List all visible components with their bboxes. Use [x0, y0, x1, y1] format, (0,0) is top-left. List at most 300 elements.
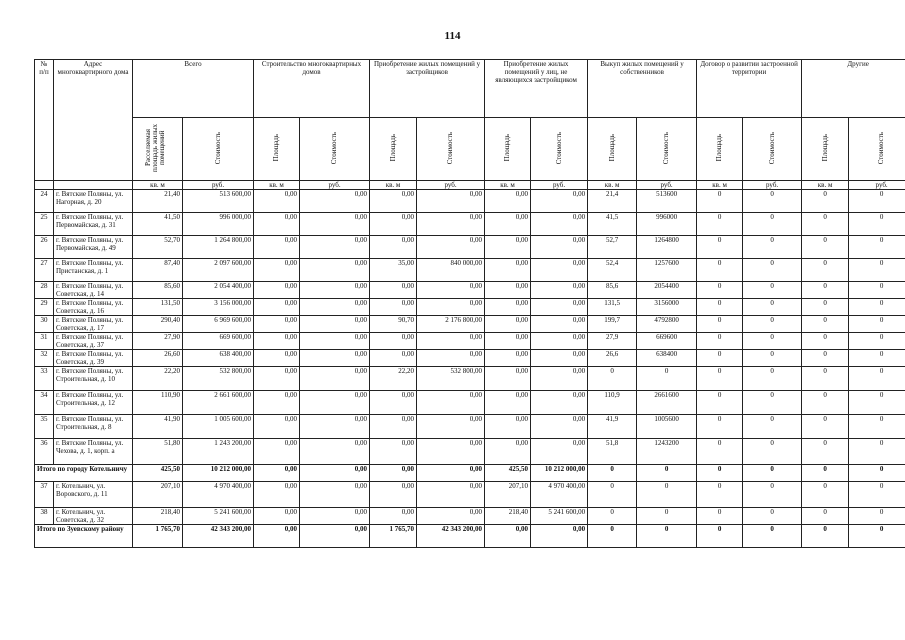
area-value: 0 [697, 213, 743, 236]
cost-value: 42 343 200,00 [417, 525, 485, 548]
header-purchase-non-developers: Приобретение жилых помещений у лиц, не являющихся застройщиком [485, 60, 588, 118]
area-value: 110,90 [133, 391, 183, 415]
row-number: 38 [35, 508, 54, 525]
area-value: 0 [802, 299, 849, 316]
cost-value: 2 054 400,00 [183, 282, 254, 299]
cost-value: 0 [849, 350, 905, 367]
area-value: 0 [802, 282, 849, 299]
cost-value: 513 600,00 [183, 190, 254, 213]
area-value: 0,00 [254, 465, 300, 482]
unit-cell: руб. [849, 181, 905, 190]
unit-cell: руб. [417, 181, 485, 190]
area-value: 0,00 [370, 465, 417, 482]
cost-value: 0,00 [531, 259, 588, 282]
area-value: 0,00 [370, 282, 417, 299]
cost-value: 0,00 [531, 190, 588, 213]
cost-value: 3156000 [637, 299, 697, 316]
cost-value: 0,00 [300, 391, 370, 415]
cost-value: 0,00 [300, 282, 370, 299]
cost-value: 0 [743, 525, 802, 548]
area-value: 0,00 [485, 333, 531, 350]
cost-value: 1 243 200,00 [183, 439, 254, 465]
row-number: 36 [35, 439, 54, 465]
area-value: 0 [697, 508, 743, 525]
area-value: 218,40 [133, 508, 183, 525]
row-address: г. Вятские Поляны, ул. Нагорная, д. 20 [54, 190, 133, 213]
cost-value: 0,00 [300, 316, 370, 333]
area-value: 52,4 [588, 259, 637, 282]
unit-cell: кв. м [485, 181, 531, 190]
cost-value: 0 [849, 439, 905, 465]
cost-value: 0,00 [300, 439, 370, 465]
cost-value: 532 800,00 [417, 367, 485, 391]
cost-value: 2 176 800,00 [417, 316, 485, 333]
cost-value: 0 [849, 415, 905, 439]
cost-value: 0,00 [531, 333, 588, 350]
area-value: 0,00 [370, 333, 417, 350]
cost-value: 0,00 [531, 391, 588, 415]
area-value: 0,00 [370, 213, 417, 236]
cost-value: 0 [849, 391, 905, 415]
area-value: 0 [802, 391, 849, 415]
area-value: 0,00 [370, 391, 417, 415]
table-row [35, 350, 905, 367]
area-value: 26,6 [588, 350, 637, 367]
area-value: 26,60 [133, 350, 183, 367]
area-value: 0,00 [485, 213, 531, 236]
cost-value: 0,00 [531, 282, 588, 299]
cost-value: 0,00 [417, 236, 485, 259]
cost-value: 0 [849, 213, 905, 236]
total-label: Итого по Зуевскому району [35, 525, 133, 548]
row-number: 34 [35, 391, 54, 415]
row-address: г. Вятские Поляны, ул. Советская, д. 16 [54, 299, 133, 316]
unit-cell: кв. м [802, 181, 849, 190]
area-value: 0,00 [254, 190, 300, 213]
resettlement-table [34, 59, 905, 548]
area-value: 0,00 [254, 482, 300, 508]
row-address: г. Вятские Поляны, ул. Чехова, д. 1, корп. а [54, 439, 133, 465]
cost-value: 0,00 [531, 213, 588, 236]
row-address: г. Вятские Поляны, ул. Строительная, д. 10 [54, 367, 133, 391]
area-value: 425,50 [133, 465, 183, 482]
cost-value: 0 [743, 236, 802, 259]
table-row [35, 316, 905, 333]
area-value: 0,00 [485, 299, 531, 316]
subheader-area: Площадь [370, 118, 417, 181]
row-number: 33 [35, 367, 54, 391]
area-value: 35,00 [370, 259, 417, 282]
units-row [35, 181, 905, 190]
cost-value: 0,00 [300, 482, 370, 508]
cost-value: 0 [637, 482, 697, 508]
cost-value: 5 241 600,00 [531, 508, 588, 525]
cost-value: 2661600 [637, 391, 697, 415]
cost-value: 0 [743, 316, 802, 333]
table-row [35, 415, 905, 439]
cost-value: 0,00 [300, 333, 370, 350]
area-value: 0,00 [485, 236, 531, 259]
subheader-cost: Стоимость [531, 118, 588, 181]
area-value: 0,00 [254, 213, 300, 236]
cost-value: 1 264 800,00 [183, 236, 254, 259]
subheader-cost: Стоимость [183, 118, 254, 181]
cost-value: 10 212 000,00 [183, 465, 254, 482]
row-number: 28 [35, 282, 54, 299]
row-number: 26 [35, 236, 54, 259]
area-value: 41,5 [588, 213, 637, 236]
cost-value: 0,00 [417, 299, 485, 316]
area-value: 51,80 [133, 439, 183, 465]
area-value: 0 [697, 525, 743, 548]
area-value: 0 [802, 236, 849, 259]
area-value: 0,00 [485, 525, 531, 548]
cost-value: 6 969 600,00 [183, 316, 254, 333]
cost-value: 840 000,00 [417, 259, 485, 282]
area-value: 0 [697, 236, 743, 259]
cost-value: 1 005 600,00 [183, 415, 254, 439]
area-value: 0,00 [370, 439, 417, 465]
unit-cell: руб. [183, 181, 254, 190]
area-value: 21,4 [588, 190, 637, 213]
area-value: 0,00 [254, 316, 300, 333]
row-address: г. Вятские Поляны, ул. Первомайская, д. 31 [54, 213, 133, 236]
area-value: 0 [802, 316, 849, 333]
area-value: 90,70 [370, 316, 417, 333]
cost-value: 0 [743, 282, 802, 299]
area-value: 0,00 [485, 350, 531, 367]
area-value: 0 [697, 299, 743, 316]
area-value: 0,00 [485, 391, 531, 415]
subheader-area: Площадь [485, 118, 531, 181]
header-buyout: Выкуп жилых помещений у собственников [588, 60, 697, 118]
area-value: 0,00 [485, 415, 531, 439]
header-purchase-developers: Приобретение жилых помещений у застройщиков [370, 60, 485, 118]
area-value: 199,7 [588, 316, 637, 333]
cost-value: 0,00 [300, 213, 370, 236]
area-value: 0,00 [485, 282, 531, 299]
cost-value: 0 [849, 236, 905, 259]
unit-cell: кв. м [588, 181, 637, 190]
cost-value: 0 [849, 482, 905, 508]
row-address: г. Котельнич, ул. Советская, д. 32 [54, 508, 133, 525]
cost-value: 0 [849, 333, 905, 350]
area-value: 0 [802, 213, 849, 236]
cost-value: 0,00 [300, 367, 370, 391]
cost-value: 0,00 [417, 213, 485, 236]
cost-value: 0,00 [300, 415, 370, 439]
cost-value: 0,00 [531, 439, 588, 465]
cost-value: 0 [743, 190, 802, 213]
area-value: 0,00 [254, 259, 300, 282]
cost-value: 0 [849, 525, 905, 548]
table-body [35, 190, 905, 548]
cost-value: 0,00 [300, 259, 370, 282]
cost-value: 0 [743, 508, 802, 525]
row-address: г. Котельнич, ул. Воровского, д. 11 [54, 482, 133, 508]
cost-value: 0 [849, 282, 905, 299]
unit-cell: кв. м [133, 181, 183, 190]
cost-value: 1264800 [637, 236, 697, 259]
area-value: 52,7 [588, 236, 637, 259]
subheader-area: Площадь [254, 118, 300, 181]
table-row [35, 299, 905, 316]
area-value: 0,00 [485, 367, 531, 391]
area-value: 0 [802, 259, 849, 282]
cost-value: 2054400 [637, 282, 697, 299]
row-address: г. Вятские Поляны, ул. Советская, д. 17 [54, 316, 133, 333]
area-value: 41,50 [133, 213, 183, 236]
area-value: 0,00 [254, 525, 300, 548]
header-other: Другие [802, 60, 905, 118]
area-value: 0,00 [254, 367, 300, 391]
cost-value: 2 097 600,00 [183, 259, 254, 282]
cost-value: 0,00 [300, 508, 370, 525]
table-row [35, 391, 905, 415]
cost-value: 0,00 [300, 190, 370, 213]
cost-value: 0 [849, 190, 905, 213]
area-value: 0 [802, 367, 849, 391]
area-value: 0 [697, 482, 743, 508]
area-value: 0,00 [254, 415, 300, 439]
subheader-cost: Стоимость [743, 118, 802, 181]
cost-value: 0 [637, 508, 697, 525]
cost-value: 0,00 [417, 415, 485, 439]
header-construction: Строительство многоквартирных домов [254, 60, 370, 118]
cost-value: 0,00 [531, 525, 588, 548]
cost-value: 0,00 [417, 391, 485, 415]
page-number: 114 [444, 30, 461, 42]
area-value: 0 [802, 190, 849, 213]
area-value: 0 [697, 282, 743, 299]
row-number: 31 [35, 333, 54, 350]
units-blank [54, 181, 133, 190]
area-value: 52,70 [133, 236, 183, 259]
cost-value: 513600 [637, 190, 697, 213]
unit-cell: кв. м [697, 181, 743, 190]
cost-value: 0,00 [417, 465, 485, 482]
area-value: 0 [588, 482, 637, 508]
row-number: 24 [35, 190, 54, 213]
cost-value: 0,00 [417, 439, 485, 465]
subheader-cost: Стоимость [417, 118, 485, 181]
area-value: 0,00 [254, 391, 300, 415]
cost-value: 0,00 [300, 525, 370, 548]
area-value: 131,5 [588, 299, 637, 316]
area-value: 1 765,70 [133, 525, 183, 548]
cost-value: 0,00 [417, 482, 485, 508]
area-value: 0 [802, 508, 849, 525]
cost-value: 0,00 [531, 367, 588, 391]
area-value: 0,00 [485, 259, 531, 282]
cost-value: 0 [849, 508, 905, 525]
cost-value: 3 156 000,00 [183, 299, 254, 316]
cost-value: 1005600 [637, 415, 697, 439]
area-value: 0 [802, 415, 849, 439]
area-value: 218,40 [485, 508, 531, 525]
cost-value: 0 [849, 299, 905, 316]
area-value: 110,9 [588, 391, 637, 415]
area-value: 0 [697, 391, 743, 415]
cost-value: 669600 [637, 333, 697, 350]
row-number: 25 [35, 213, 54, 236]
subheader-cost: Стоимость [300, 118, 370, 181]
header-total: Всего [133, 60, 254, 118]
cost-value: 0 [637, 367, 697, 391]
cost-value: 0 [743, 415, 802, 439]
area-value: 207,10 [485, 482, 531, 508]
cost-value: 0 [849, 367, 905, 391]
area-value: 0,00 [485, 190, 531, 213]
total-row [35, 465, 905, 482]
row-number: 30 [35, 316, 54, 333]
area-value: 0 [697, 367, 743, 391]
cost-value: 0,00 [531, 316, 588, 333]
area-value: 85,60 [133, 282, 183, 299]
area-value: 0 [802, 333, 849, 350]
row-number: 37 [35, 482, 54, 508]
cost-value: 0,00 [300, 350, 370, 367]
table-row [35, 190, 905, 213]
cost-value: 4792800 [637, 316, 697, 333]
area-value: 0 [802, 482, 849, 508]
subheader-resettled-area: Расселяемая площадь жилых помещений [133, 118, 183, 181]
area-value: 0 [697, 316, 743, 333]
area-value: 0 [697, 259, 743, 282]
cost-value: 0 [743, 439, 802, 465]
cost-value: 1243200 [637, 439, 697, 465]
cost-value: 996 000,00 [183, 213, 254, 236]
cost-value: 0,00 [531, 299, 588, 316]
cost-value: 0,00 [531, 415, 588, 439]
area-value: 0,00 [370, 350, 417, 367]
cost-value: 638 400,00 [183, 350, 254, 367]
cost-value: 0,00 [417, 190, 485, 213]
area-value: 87,40 [133, 259, 183, 282]
subheader-area: Площадь [697, 118, 743, 181]
cost-value: 0 [849, 259, 905, 282]
row-number: 29 [35, 299, 54, 316]
total-row [35, 525, 905, 548]
area-value: 0,00 [254, 508, 300, 525]
table-row [35, 236, 905, 259]
area-value: 0 [802, 439, 849, 465]
subheader-area: Площадь [802, 118, 849, 181]
area-value: 0,00 [370, 482, 417, 508]
cost-value: 2 661 600,00 [183, 391, 254, 415]
unit-cell: руб. [637, 181, 697, 190]
area-value: 0 [588, 367, 637, 391]
header-development-agreement: Договор о развитии застроенной территории [697, 60, 802, 118]
cost-value: 0,00 [300, 465, 370, 482]
row-number: 32 [35, 350, 54, 367]
area-value: 41,9 [588, 415, 637, 439]
cost-value: 0 [849, 316, 905, 333]
units-blank [35, 181, 54, 190]
cost-value: 996000 [637, 213, 697, 236]
area-value: 51,8 [588, 439, 637, 465]
header-num: № п/п [35, 60, 54, 181]
area-value: 27,90 [133, 333, 183, 350]
cost-value: 532 800,00 [183, 367, 254, 391]
area-value: 0,00 [370, 236, 417, 259]
area-value: 0 [697, 415, 743, 439]
header-row [35, 60, 905, 118]
area-value: 22,20 [370, 367, 417, 391]
area-value: 1 765,70 [370, 525, 417, 548]
row-address: г. Вятские Поляны, ул. Советская, д. 39 [54, 350, 133, 367]
area-value: 27,9 [588, 333, 637, 350]
row-address: г. Вятские Поляны, ул. Пристанская, д. 1 [54, 259, 133, 282]
cost-value: 10 212 000,00 [531, 465, 588, 482]
unit-cell: руб. [300, 181, 370, 190]
table-row [35, 482, 905, 508]
unit-cell: кв. м [254, 181, 300, 190]
cost-value: 0,00 [417, 350, 485, 367]
cost-value: 0,00 [417, 333, 485, 350]
cost-value: 0 [743, 259, 802, 282]
table-row [35, 508, 905, 525]
area-value: 0 [802, 350, 849, 367]
cost-value: 669 600,00 [183, 333, 254, 350]
row-number: 27 [35, 259, 54, 282]
area-value: 0,00 [254, 282, 300, 299]
area-value: 0,00 [370, 190, 417, 213]
subheader-cost: Стоимость [849, 118, 905, 181]
subheader-area: Площадь [588, 118, 637, 181]
row-address: г. Вятские Поляны, ул. Первомайская, д. 49 [54, 236, 133, 259]
area-value: 0,00 [254, 299, 300, 316]
cost-value: 0 [743, 465, 802, 482]
area-value: 85,6 [588, 282, 637, 299]
header-address: Адрес многоквартирного дома [54, 60, 133, 181]
area-value: 0 [588, 525, 637, 548]
unit-cell: кв. м [370, 181, 417, 190]
cost-value: 0 [849, 465, 905, 482]
area-value: 0 [588, 508, 637, 525]
cost-value: 0,00 [300, 236, 370, 259]
area-value: 0,00 [370, 299, 417, 316]
cost-value: 1257600 [637, 259, 697, 282]
area-value: 0 [697, 350, 743, 367]
area-value: 0,00 [370, 415, 417, 439]
cost-value: 638400 [637, 350, 697, 367]
area-value: 21,40 [133, 190, 183, 213]
area-value: 207,10 [133, 482, 183, 508]
row-address: г. Вятские Поляны, ул. Советская, д. 37 [54, 333, 133, 350]
cost-value: 42 343 200,00 [183, 525, 254, 548]
cost-value: 0 [743, 213, 802, 236]
area-value: 0,00 [485, 439, 531, 465]
unit-cell: руб. [531, 181, 588, 190]
cost-value: 0,00 [531, 236, 588, 259]
cost-value: 0,00 [531, 350, 588, 367]
area-value: 0 [697, 439, 743, 465]
area-value: 0 [697, 465, 743, 482]
cost-value: 5 241 600,00 [183, 508, 254, 525]
subheader-row [35, 118, 905, 181]
table-row [35, 439, 905, 465]
area-value: 0,00 [370, 508, 417, 525]
row-number: 35 [35, 415, 54, 439]
area-value: 0 [802, 525, 849, 548]
cost-value: 0 [743, 482, 802, 508]
total-label: Итого по городу Котельничу [35, 465, 133, 482]
cost-value: 0 [743, 333, 802, 350]
row-address: г. Вятские Поляны, ул. Советская, д. 14 [54, 282, 133, 299]
cost-value: 0 [743, 299, 802, 316]
row-address: г. Вятские Поляны, ул. Строительная, д. 8 [54, 415, 133, 439]
